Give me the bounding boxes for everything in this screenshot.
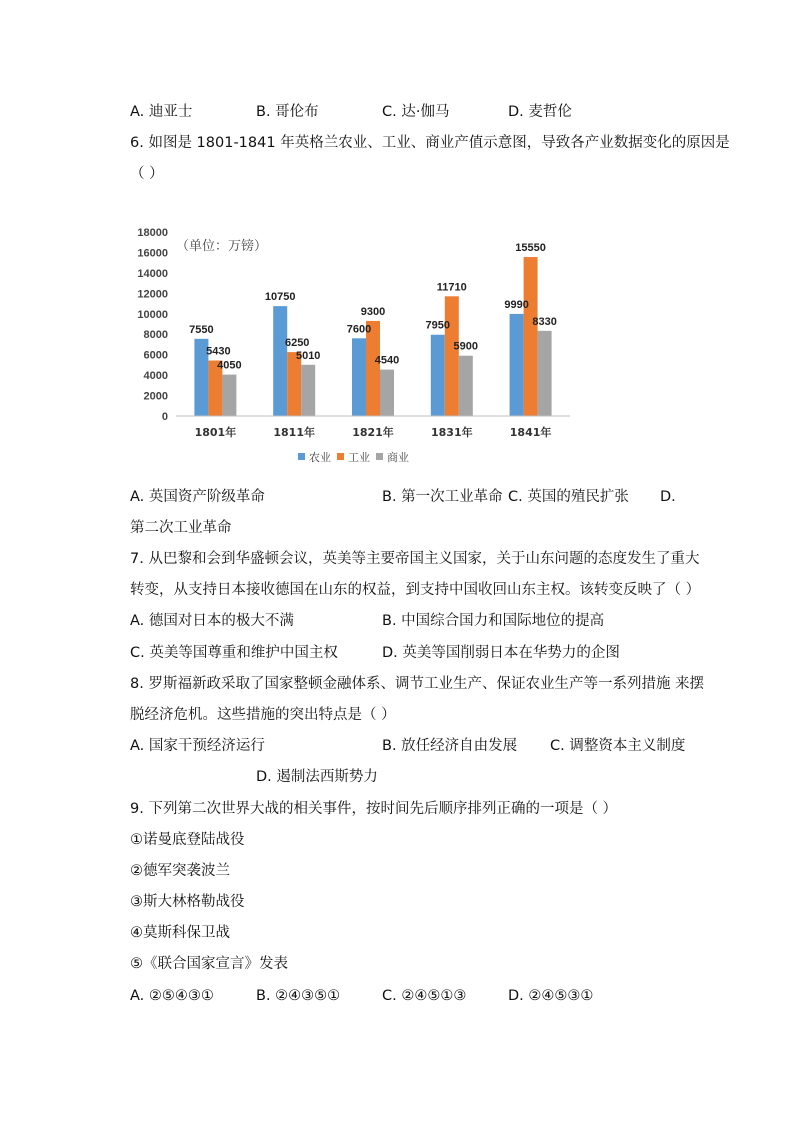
production-value-chart xyxy=(120,220,590,470)
data-label: 7600 xyxy=(346,323,372,336)
y-tick-label: 4000 xyxy=(143,370,168,383)
x-tick-label: 1811年 xyxy=(273,426,316,439)
q6-option-c: C. 英国的殖民扩张 xyxy=(508,489,629,505)
q5-option-a: A. 迪亚士 xyxy=(130,104,193,120)
q8-option-d: D. 遏制法西斯势力 xyxy=(256,769,378,785)
q9-option-a: A. ②⑤④③① xyxy=(130,988,214,1004)
q7-stem-line1: 7. 从巴黎和会到华盛顿会议，英美等主要帝国主义国家，关于山东问题的态度发生了重大 xyxy=(130,551,700,567)
data-label: 5430 xyxy=(206,345,231,358)
q5-option-b: B. 哥伦布 xyxy=(256,104,319,120)
q6-option-d: D. xyxy=(660,489,676,505)
bars xyxy=(194,257,551,416)
y-tick-label: 16000 xyxy=(137,247,168,260)
q7-option-a: A. 德国对日本的极大不满 xyxy=(130,613,294,629)
q7-option-d: D. 英美等国削弱日本在华势力的企图 xyxy=(382,645,620,661)
data-label: 5010 xyxy=(295,349,321,362)
bar-农业-1841年 xyxy=(510,314,524,416)
q8-option-b: B. 放任经济自由发展 xyxy=(382,738,518,754)
q5-option-d: D. 麦哲伦 xyxy=(508,104,572,120)
legend-swatch xyxy=(376,453,383,460)
data-label: 9990 xyxy=(504,298,529,311)
q8-option-a: A. 国家干预经济运行 xyxy=(130,738,265,754)
data-label: 15550 xyxy=(515,242,546,255)
data-label: 9300 xyxy=(360,305,386,318)
data-label: 4050 xyxy=(217,359,242,372)
bar-商业-1801年 xyxy=(222,375,236,416)
legend-swatch xyxy=(337,453,344,460)
bar-工业-1831年 xyxy=(445,296,459,416)
bar-商业-1841年 xyxy=(538,331,552,416)
q6-stem: 6. 如图是 1801-1841 年英格兰农业、工业、商业产值示意图，导致各产业数据变化的原因是 xyxy=(130,135,730,151)
y-tick-label: 6000 xyxy=(143,349,168,362)
x-tick-label: 1831年 xyxy=(430,426,473,439)
q7-stem-line2: 转变，从支持日本接收德国在山东的权益，到支持中国收回山东主权。该转变反映了（ ） xyxy=(130,582,701,598)
y-tick-label: 12000 xyxy=(137,288,168,301)
q6-option-d-continued: 第二次工业革命 xyxy=(130,520,232,536)
q9-item-2: ②德军突袭波兰 xyxy=(130,863,230,879)
data-label: 10750 xyxy=(264,291,296,304)
q9-item-5: ⑤《联合国家宣言》发表 xyxy=(130,956,288,972)
x-axis xyxy=(176,416,570,439)
q8-stem-line2: 脱经济危机。这些措施的突出特点是（ ） xyxy=(130,707,396,723)
bar-商业-1811年 xyxy=(301,365,315,416)
q9-item-3: ③斯大林格勒战役 xyxy=(130,894,245,910)
data-label: 5900 xyxy=(453,340,479,353)
bar-农业-1811年 xyxy=(273,306,287,416)
q8-stem-line1: 8. 罗斯福新政采取了国家整顿金融体系、调节工业生产、保证农业生产等一系列措施 来摆 xyxy=(130,676,705,692)
legend-label: 商业 xyxy=(387,451,409,464)
q8-option-c: C. 调整资本主义制度 xyxy=(550,738,686,754)
unit-note: （单位：万镑） xyxy=(176,239,268,254)
q9-item-1: ①诺曼底登陆战役 xyxy=(130,832,245,848)
bar-工业-1841年 xyxy=(524,257,538,416)
data-label: 7950 xyxy=(425,319,451,332)
bar-农业-1821年 xyxy=(352,338,366,416)
data-label: 6250 xyxy=(284,337,310,350)
q9-option-d: D. ②④⑤③① xyxy=(508,988,594,1004)
q7-option-c: C. 英美等国尊重和维护中国主权 xyxy=(130,645,338,661)
q7-option-b: B. 中国综合国力和国际地位的提高 xyxy=(382,613,605,629)
y-tick-label: 14000 xyxy=(137,267,168,280)
data-label: 7550 xyxy=(189,323,214,336)
data-label: 8330 xyxy=(532,315,557,328)
q9-option-c: C. ②④⑤①③ xyxy=(382,988,467,1004)
q9-stem: 9. 下列第二次世界大战的相关事件，按时间先后顺序排列正确的一项是（ ） xyxy=(130,801,618,817)
q6-option-b: B. 第一次工业革命 xyxy=(382,489,503,505)
y-tick-label: 0 xyxy=(161,411,168,423)
q6-option-a: A. 英国资产阶级革命 xyxy=(130,489,265,505)
q9-item-4: ④莫斯科保卫战 xyxy=(130,925,230,941)
legend xyxy=(298,450,409,464)
x-tick-label: 1821年 xyxy=(352,426,394,439)
bar-商业-1821年 xyxy=(380,370,394,416)
y-tick-label: 18000 xyxy=(137,227,168,239)
legend-label: 农业 xyxy=(309,451,331,464)
y-tick-label: 8000 xyxy=(143,329,168,342)
bar-商业-1831年 xyxy=(459,356,473,416)
data-label: 11710 xyxy=(436,281,467,294)
x-tick-label: 1841年 xyxy=(509,426,552,439)
data-label: 4540 xyxy=(374,354,400,367)
y-axis xyxy=(137,227,168,423)
q5-option-c: C. 达·伽马 xyxy=(382,104,450,120)
legend-label: 工业 xyxy=(348,451,370,464)
y-tick-label: 10000 xyxy=(137,308,168,321)
q6-answer-paren: （ ） xyxy=(130,166,164,182)
legend-swatch xyxy=(298,453,305,460)
q9-option-b: B. ②④③⑤① xyxy=(256,988,341,1004)
y-tick-label: 2000 xyxy=(143,390,168,403)
x-tick-label: 1801年 xyxy=(194,426,237,439)
bar-农业-1831年 xyxy=(431,335,445,416)
